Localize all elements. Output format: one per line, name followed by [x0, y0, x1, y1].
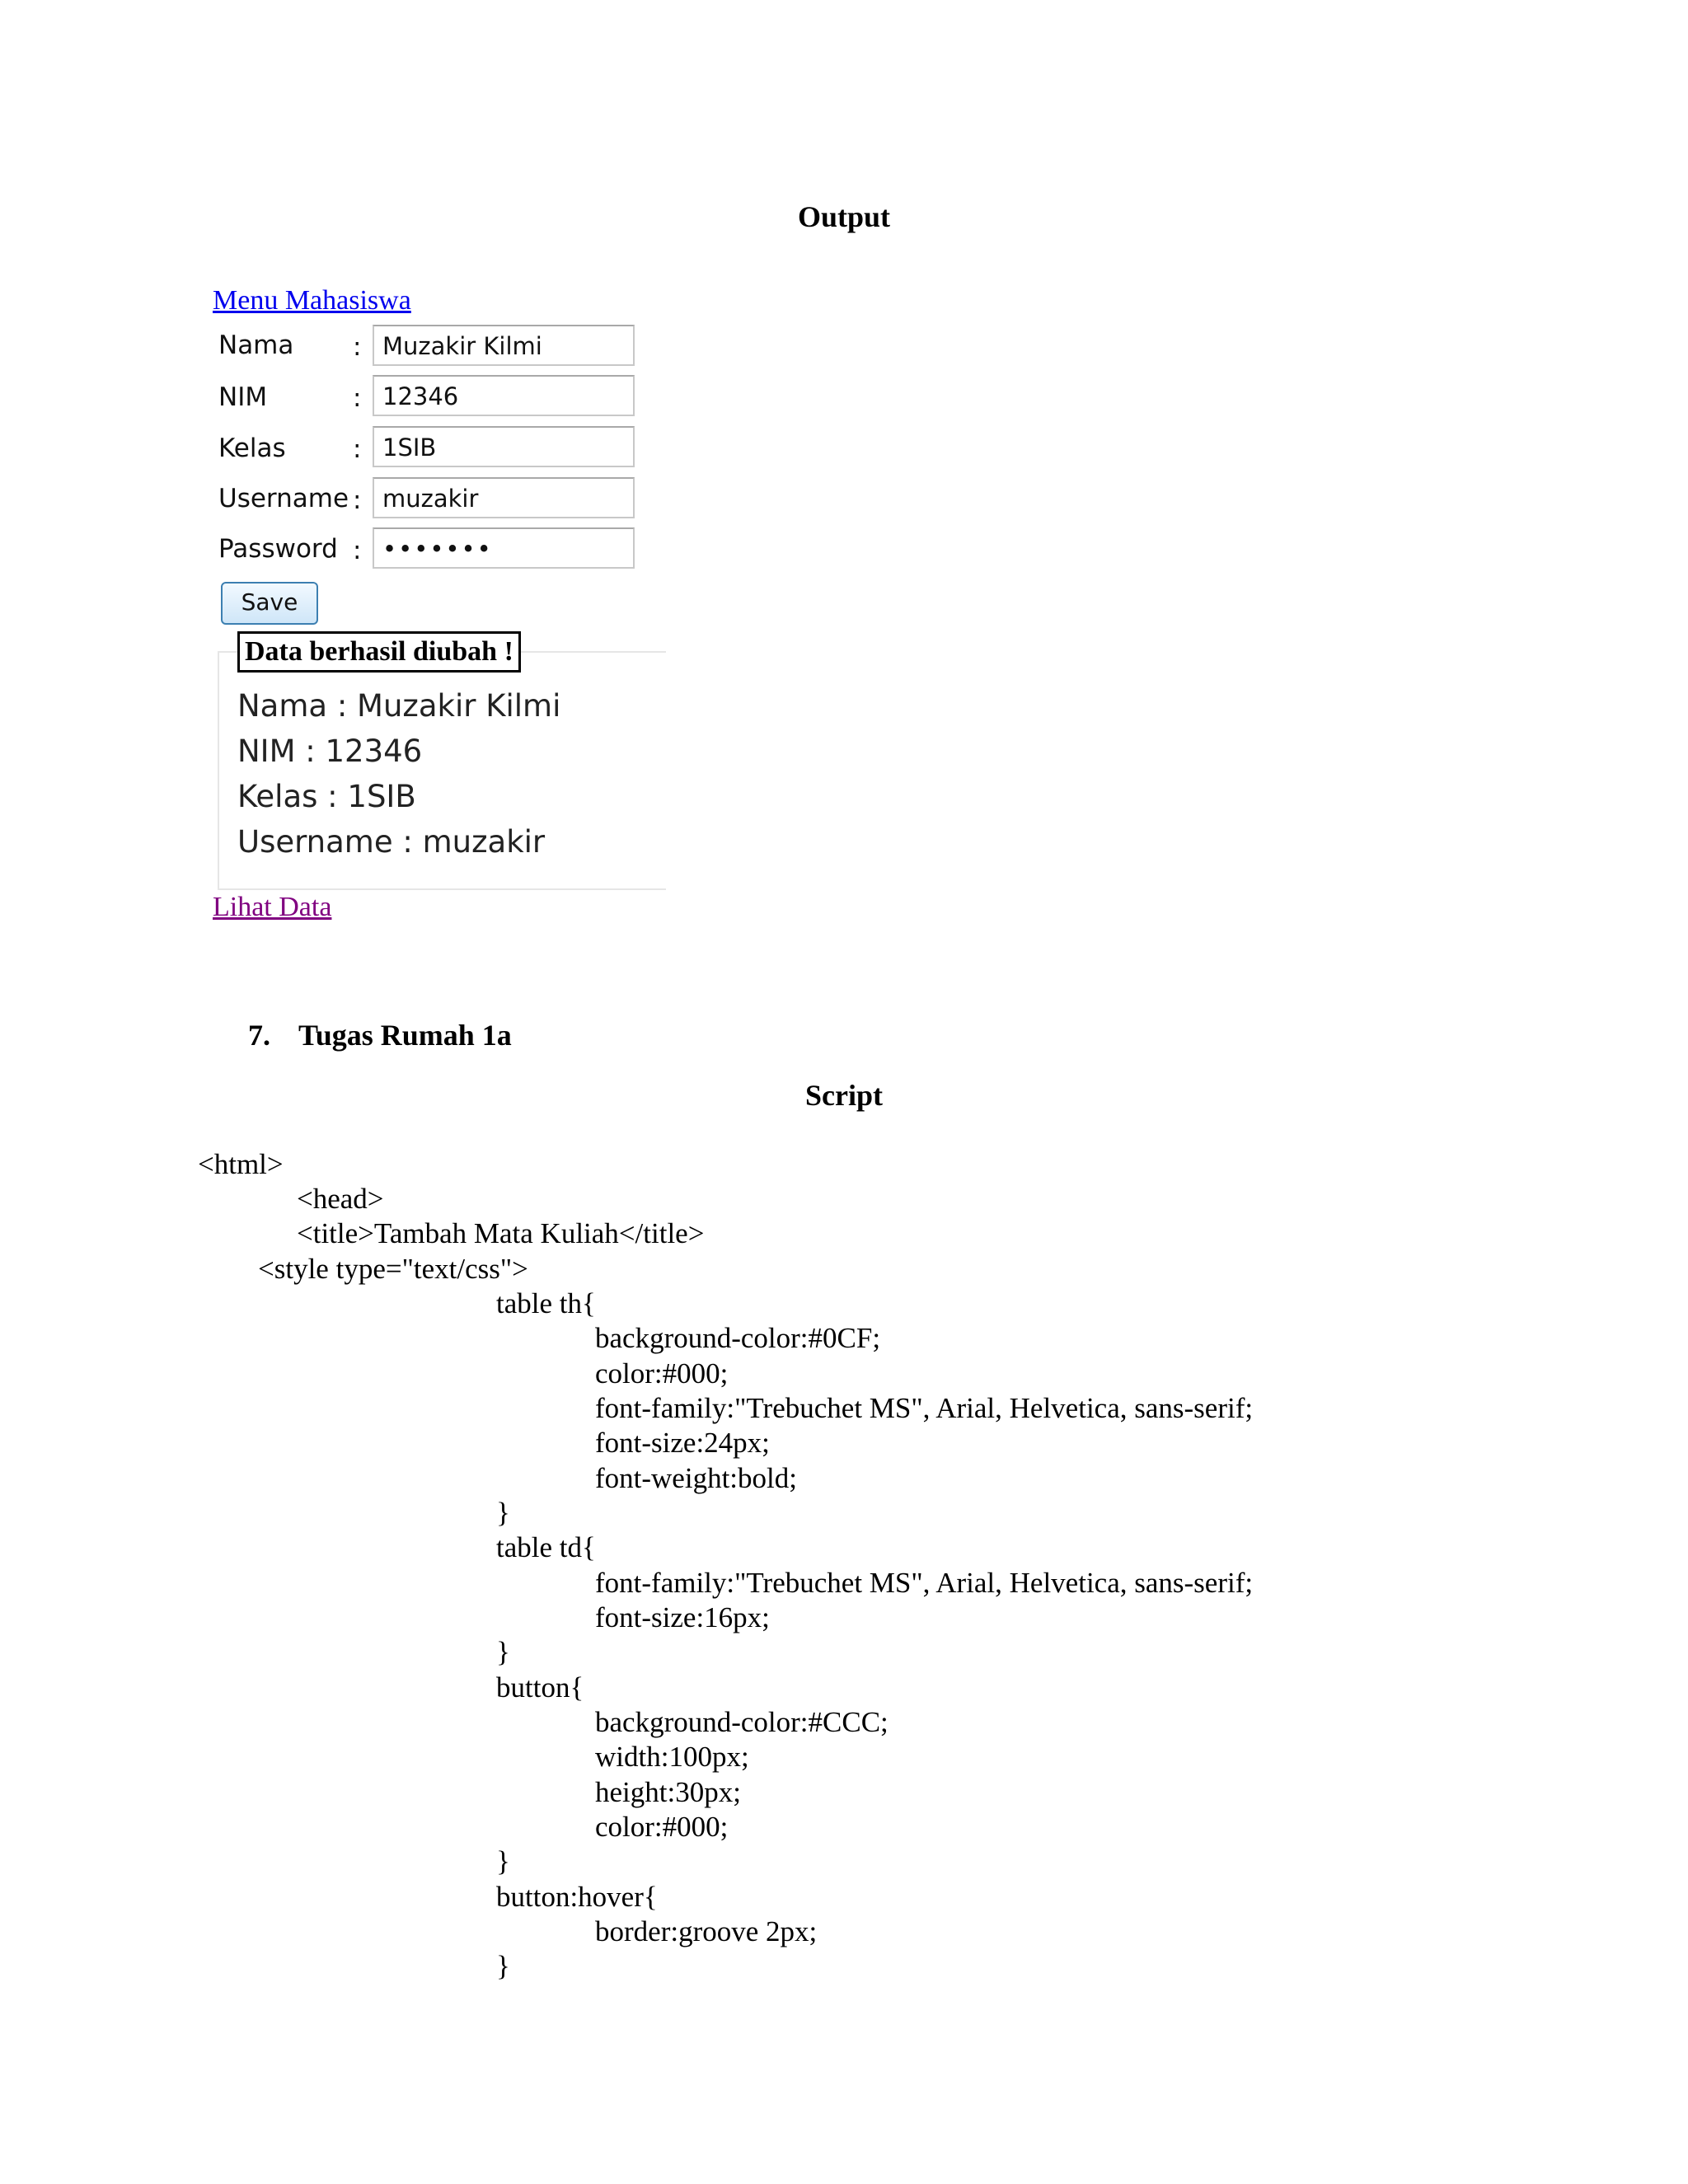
nama-input[interactable]: Muzakir Kilmi	[373, 325, 635, 366]
result-nim: NIM : 12346	[237, 733, 423, 769]
nim-colon: :	[353, 383, 362, 413]
code-line: color:#000;	[595, 1811, 729, 1843]
lihat-data-link[interactable]: Lihat Data	[213, 892, 332, 922]
code-line: background-color:#CCC;	[595, 1706, 889, 1738]
code-line: font-weight:bold;	[595, 1462, 797, 1494]
section-title: Tugas Rumah 1a	[298, 1019, 512, 1052]
result-nama: Nama : Muzakir Kilmi	[237, 688, 561, 724]
kelas-label: Kelas	[218, 434, 286, 463]
username-label: Username	[218, 484, 349, 513]
menu-mahasiswa-link[interactable]: Menu Mahasiswa	[213, 285, 411, 316]
password-input[interactable]: •••••••	[373, 527, 635, 569]
username-colon: :	[353, 485, 362, 515]
password-colon: :	[353, 536, 362, 565]
output-heading: Output	[797, 200, 891, 233]
code-line: }	[496, 1636, 510, 1668]
nama-label: Nama	[218, 330, 294, 360]
result-kelas: Kelas : 1SIB	[237, 779, 416, 814]
code-line: button{	[496, 1671, 584, 1704]
code-line: }	[496, 1497, 510, 1529]
code-line: width:100px;	[595, 1741, 749, 1773]
code-line: color:#000;	[595, 1357, 729, 1390]
code-line: border:groove 2px;	[595, 1915, 818, 1947]
result-username: Username : muzakir	[237, 824, 546, 860]
save-button[interactable]: Save	[221, 582, 318, 625]
nama-colon: :	[353, 332, 362, 362]
script-heading: Script	[805, 1079, 883, 1112]
code-line: }	[496, 1950, 510, 1982]
code-line: button:hover{	[496, 1881, 658, 1913]
result-legend: Data berhasil diubah !	[237, 631, 521, 673]
nim-input[interactable]: 12346	[373, 375, 635, 416]
code-line: font-family:"Trebuchet MS", Arial, Helvetica, sans-serif;	[595, 1392, 1254, 1424]
code-line: <title>Tambah Mata Kuliah</title>	[297, 1217, 705, 1249]
code-line: table th{	[496, 1287, 596, 1319]
code-line: <head>	[297, 1183, 384, 1215]
code-line: <html>	[198, 1148, 284, 1180]
section-number: 7.	[248, 1019, 270, 1052]
code-line: font-size:24px;	[595, 1427, 770, 1459]
code-line: height:30px;	[595, 1776, 741, 1808]
code-line: background-color:#0CF;	[595, 1322, 881, 1354]
code-line: font-family:"Trebuchet MS", Arial, Helvetica, sans-serif;	[595, 1567, 1254, 1599]
nim-label: NIM	[218, 382, 268, 412]
kelas-colon: :	[353, 434, 362, 464]
kelas-input[interactable]: 1SIB	[373, 426, 635, 467]
code-line: table td{	[496, 1531, 596, 1563]
username-input[interactable]: muzakir	[373, 477, 635, 518]
code-line: }	[496, 1845, 510, 1877]
code-line: <style type="text/css">	[258, 1253, 528, 1285]
password-label: Password	[218, 534, 338, 564]
code-line: font-size:16px;	[595, 1601, 770, 1633]
